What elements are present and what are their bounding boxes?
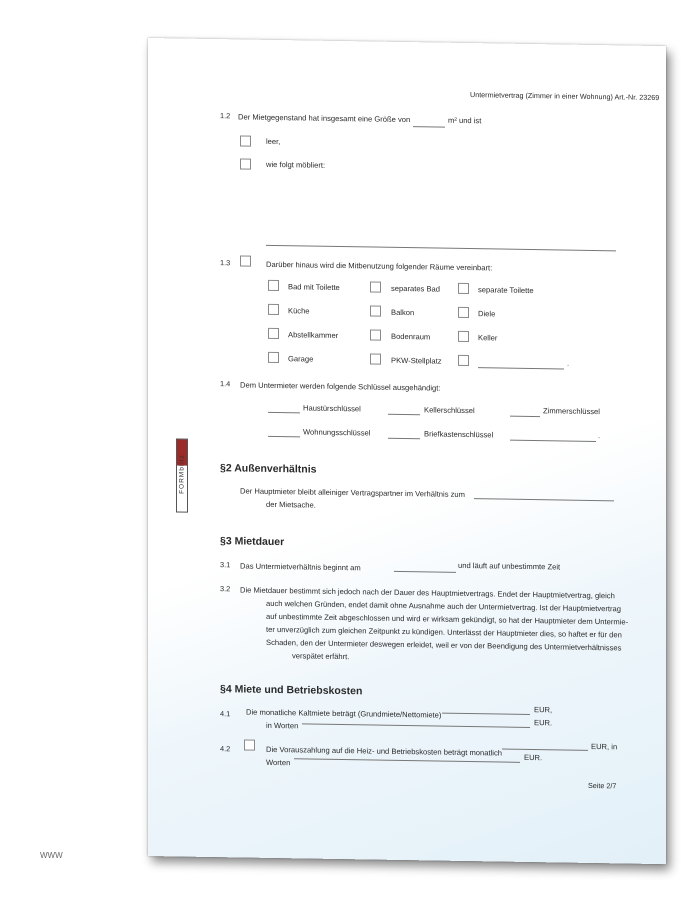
room-label: separates Bad <box>391 283 440 294</box>
duration-text-line: auch welchen Gründen, endet damit ohne Ausnahme auch der Untermietvertrag. Ist der Hauptmietvertrag <box>266 598 621 614</box>
key-count-field[interactable] <box>388 414 420 416</box>
section-number-3-2: 3.2 <box>220 584 231 594</box>
checkbox-room[interactable] <box>268 280 279 291</box>
key-count-field[interactable] <box>388 438 420 440</box>
room-label: Keller <box>478 333 498 343</box>
key-count-field[interactable] <box>510 416 540 417</box>
checkbox-room[interactable] <box>458 331 469 342</box>
checkbox-room-other[interactable] <box>458 355 469 366</box>
duration-text-line: verspätet erfährt. <box>292 651 350 662</box>
checkbox-room[interactable] <box>458 283 469 294</box>
key-label: Wohnungsschlüssel <box>303 427 371 438</box>
room-label: Balkon <box>391 307 415 318</box>
prepayment-text: Die Vorauszahlung auf die Heiz- und Betriebskosten beträgt monatlich <box>266 744 502 758</box>
key-label: Kellerschlüssel <box>424 405 475 416</box>
document-page <box>148 38 666 864</box>
section-heading-3: §3 Mietdauer <box>220 535 285 549</box>
key-count-field[interactable] <box>268 436 300 438</box>
checkbox-room[interactable] <box>370 305 381 316</box>
section-heading-2: §2 Außenverhältnis <box>220 462 317 476</box>
duration-text-line: Schaden, den der Untermieter deswegen erleidet, weil er von der Beendigung des Untermietverhältnisses <box>266 637 622 653</box>
furnished-details-field[interactable] <box>266 245 616 251</box>
rent-eur: EUR, <box>534 705 553 715</box>
watermark-text: WWW <box>40 851 63 860</box>
section-number-4-1: 4.1 <box>220 709 231 719</box>
key-other-period: . <box>598 431 601 441</box>
prepayment-eur-in: EUR, in <box>591 741 618 752</box>
duration-text-line: ter unverzüglich zum gleichen Zeitpunkt zu kündigen. Unterlässt der Hauptmieter dies, so haftet er für den <box>266 624 622 640</box>
rent-eur-2: EUR. <box>534 718 553 728</box>
checkbox-room[interactable] <box>268 304 279 315</box>
room-label: Küche <box>288 306 310 316</box>
duration-text-line: auf unbestimmte Zeit abgeschlossen und wird er wirksam gekündigt, so hat der Hauptmieter dem Untermie- <box>266 611 629 627</box>
checkbox-room[interactable] <box>268 352 279 363</box>
checkbox-furnished[interactable] <box>240 158 251 169</box>
checkbox-room[interactable] <box>370 329 381 340</box>
room-label: PKW-Stellplatz <box>391 355 442 366</box>
prepayment-words-label: Worten <box>266 757 291 768</box>
other-room-period: . <box>567 358 570 368</box>
checkbox-room[interactable] <box>458 307 469 318</box>
option-empty-label: leer, <box>266 136 281 147</box>
prepayment-amount-field[interactable] <box>502 749 588 751</box>
section-number-1-3: 1.3 <box>220 258 231 268</box>
start-date-field[interactable] <box>394 571 456 573</box>
prepayment-words-field[interactable] <box>294 758 520 763</box>
checkbox-empty[interactable] <box>240 135 251 146</box>
prepayment-eur-2: EUR. <box>524 752 543 763</box>
start-date-text: Das Untermietverhältnis beginnt am <box>240 561 361 573</box>
rent-amount-field[interactable] <box>442 713 530 715</box>
room-label: Garage <box>288 354 314 364</box>
shared-rooms-text: Darüber hinaus wird die Mitbenutzung folgender Räume vereinbart: <box>266 259 493 273</box>
s2-text-2: der Mietsache. <box>266 499 316 510</box>
duration-text-line: Die Mietdauer bestimmt sich jedoch nach der Dauer des Hauptmietvertrags. Endet der Hauptmietvertrag, gleich <box>240 585 615 601</box>
section-number-1-2: 1.2 <box>220 111 231 121</box>
key-other-field[interactable] <box>510 440 596 442</box>
other-room-field[interactable] <box>478 367 564 369</box>
section-number-3-1: 3.1 <box>220 560 231 570</box>
landlord-field[interactable] <box>474 498 614 501</box>
room-label: Diele <box>478 309 496 319</box>
room-label: Bad mit Toilette <box>288 282 340 293</box>
checkbox-room[interactable] <box>370 353 381 364</box>
checkbox-shared-rooms[interactable] <box>240 255 251 266</box>
size-unit-text: m² und ist <box>448 115 482 126</box>
section-number-1-4: 1.4 <box>220 379 231 389</box>
option-furnished-label: wie folgt möbliert: <box>266 159 326 170</box>
size-field[interactable] <box>413 126 445 128</box>
keys-text: Dem Untermieter werden folgende Schlüssel ausgehändigt: <box>240 380 441 393</box>
room-label: Abstellkammer <box>288 330 339 340</box>
room-label: separate Toilette <box>478 285 534 296</box>
checkbox-room[interactable] <box>268 328 279 339</box>
section-heading-4: §4 Miete und Betriebskosten <box>220 683 363 698</box>
size-text: Der Mietgegenstand hat insgesamt eine Größe von <box>238 112 411 125</box>
checkbox-prepayment[interactable] <box>244 740 255 751</box>
indefinite-text: und läuft auf unbestimmte Zeit <box>458 560 561 572</box>
rent-text: Die monatliche Kaltmiete beträgt (Grundmiete/Nettomiete) <box>246 707 442 720</box>
key-count-field[interactable] <box>268 412 300 414</box>
s2-text: Der Hauptmieter bleibt alleiniger Vertragspartner im Verhältnis zum <box>240 486 465 499</box>
brand-logo: FORMblitz <box>176 438 188 512</box>
checkbox-room[interactable] <box>370 281 381 292</box>
section-number-4-2: 4.2 <box>220 744 231 754</box>
page-number: Seite 2/7 <box>588 780 617 791</box>
room-label: Bodenraum <box>391 331 431 342</box>
key-label: Briefkastenschlüssel <box>424 429 494 440</box>
rent-in-words-field[interactable] <box>302 723 530 728</box>
rent-in-words-label: in Worten <box>266 720 299 731</box>
key-label: Zimmerschlüssel <box>543 406 600 417</box>
key-label: Haustürschlüssel <box>303 403 361 414</box>
page-header: Untermietvertrag (Zimmer in einer Wohnung) Art.-Nr. 23269 <box>470 90 660 103</box>
